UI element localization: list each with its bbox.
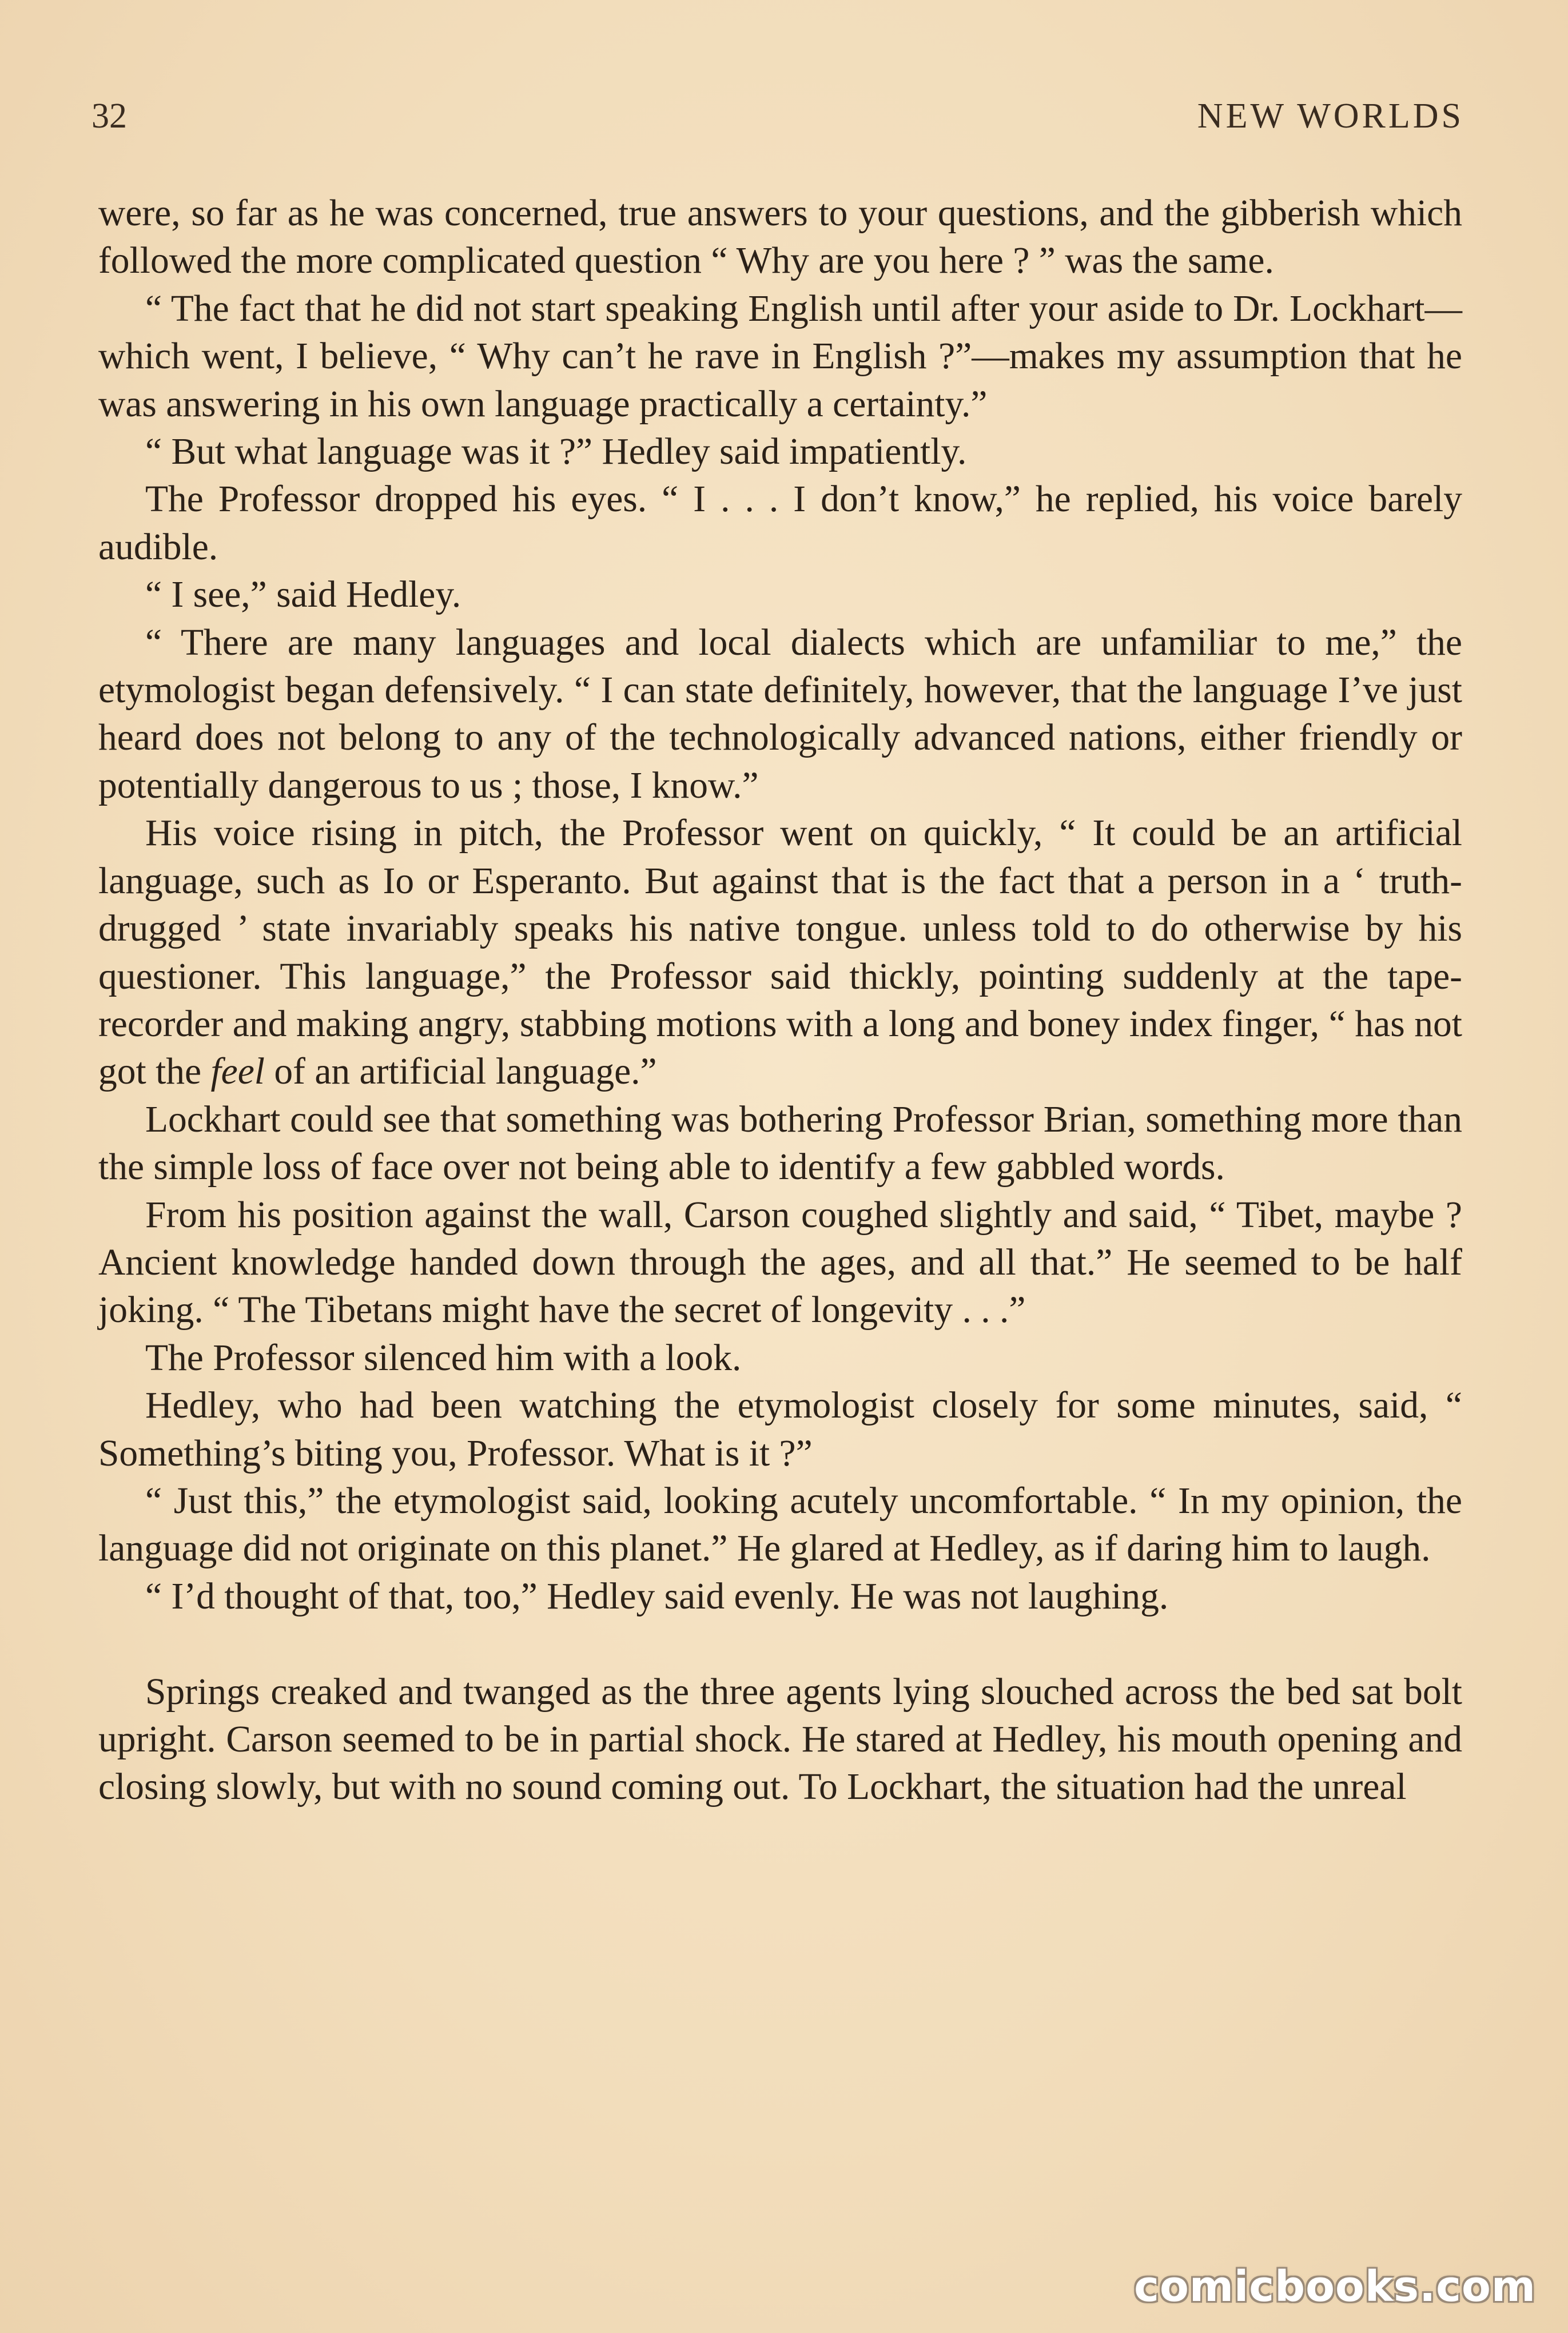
paragraph: “ Just this,” the etymologist said, looking acutely uncomfortable. “ In my opinion, the language did not originate on this planet.” He glared at Hedley, as if daring him to laugh. <box>98 1480 1462 1570</box>
paragraph: Hedley, who had been watching the etymologist closely for some minutes, said, “ Something’s biting you, Professor. What is it ?” <box>98 1385 1462 1474</box>
running-head <box>91 96 1464 142</box>
page-number: 32 <box>91 97 127 136</box>
paragraph: “ There are many languages and local dialects which are unfamiliar to me,” the etymologist began defensively. “ I can state definitely, however, that the language I’ve just heard does not belong to any of the technologically advanced nations, either friendly or potentially dangerous to us ; those, I know.” <box>98 622 1462 806</box>
site-watermark: comicbooks.com <box>1134 2262 1536 2311</box>
body-text <box>98 190 1462 1812</box>
paragraph: “ The fact that he did not start speaking English until after your aside to Dr. Lockhart—which went, I believe, “ Why can’t he rave in English ?”—makes my assumption that he was answering in his own language practically a certainty.” <box>98 288 1462 425</box>
paragraph: The Professor silenced him with a look. <box>145 1337 742 1379</box>
italic-emphasis: feel <box>210 1051 265 1093</box>
paragraph: “ I’d thought of that, too,” Hedley said evenly. He was not laughing. <box>145 1575 1169 1617</box>
paragraph: “ I see,” said Hedley. <box>145 574 461 616</box>
paragraph: Lockhart could see that something was bothering Professor Brian, something more than the simple loss of face over not being able to identify a few gabbled words. <box>98 1098 1462 1188</box>
paragraph-text-tail: of an artificial language.” <box>265 1051 657 1093</box>
paragraph: were, so far as he was concerned, true answers to your questions, and the gibberish which followed the more complicated question “ Why are you here ? ” was the same. <box>98 193 1462 282</box>
paragraph: From his position against the wall, Carson coughed slightly and said, “ Tibet, maybe ? Ancient knowledge handed down through the ages, and all that.” He seemed to be half joking. “ The Tibetans might have the secret of longevity . . .” <box>98 1194 1462 1331</box>
paragraph <box>98 810 1462 1096</box>
paragraph-text: His voice rising in pitch, the Professor went on quickly, “ It could be an artificial language, such as Io or Esperanto. But against that is the fact that a person in a ‘ truth-drugged ’ state invariably speaks his native tongue. unless told to do otherwise by his questioner. This language,” the Professor said thickly, pointing suddenly at the tape-recorder and making angry, stabbing motions with a long and boney index finger, “ has not got the <box>98 813 1462 1093</box>
running-title: NEW WORLDS <box>1197 97 1464 136</box>
paragraph: “ But what language was it ?” Hedley said impatiently. <box>145 431 967 473</box>
paragraph: Springs creaked and twanged as the three agents lying slouched across the bed sat bolt upright. Carson seemed to be in partial shock. He stared at Hedley, his mouth opening and closing slowly, but with no sound coming out. To Lockhart, the situation had the unreal <box>98 1671 1462 1808</box>
paragraph: The Professor dropped his eyes. “ I . . . I don’t know,” he replied, his voice barely audible. <box>98 479 1462 568</box>
